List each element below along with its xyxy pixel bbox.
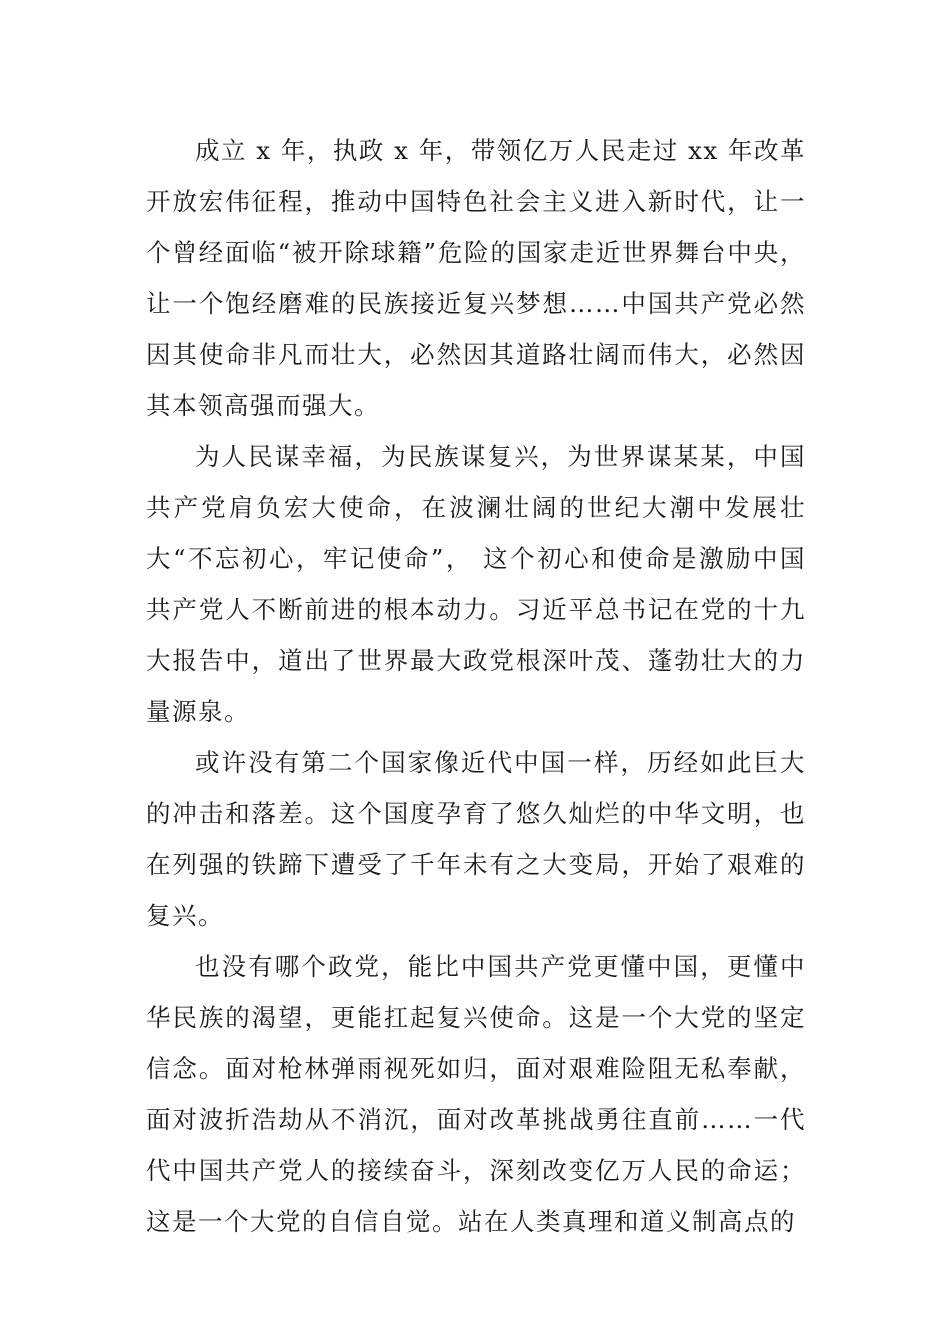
paragraph-2: 为人民谋幸福，为民族谋复兴，为世界谋某某，中国共产党肩负宏大使命，在波澜壮阔的世纪大潮中发展壮大“不忘初心，牢记使命”， 这个初心和使命是激励中国共产党人不断前进的根本动力。习近平总书记在党的十九大报告中，道出了世界最大政党根深叶茂、蓬勃壮大的力量源泉。 (146, 442, 806, 726)
paragraph-3: 或许没有第二个国家像近代中国一样，历经如此巨大的冲击和落差。这个国度孕育了悠久灿烂的中华文明，也在列强的铁蹄下遭受了千年未有之大变局，开始了艰难的复兴。 (146, 748, 806, 930)
paragraph-1: 成立 x 年，执政 x 年，带领亿万人民走过 xx 年改革开放宏伟征程，推动中国特色社会主义进入新时代，让一个曾经面临“被开除球籍”危险的国家走近世界舞台中央，让一个饱经磨难的民族接近复兴梦想……中国共产党必然因其使命非凡而壮大，必然因其道路壮阔而伟大，必然因其本领高强而强大。 (146, 136, 806, 420)
paragraph-4: 也没有哪个政党，能比中国共产党更懂中国，更懂中华民族的渴望，更能扛起复兴使命。这是一个大党的坚定信念。面对枪林弹雨视死如归，面对艰难险阻无私奉献，面对波折浩劫从不消沉，面对改革挑战勇往直前……一代代中国共产党人的接续奋斗，深刻改变亿万人民的命运；这是一个大党的自信自觉。站在人类真理和道义制高点的 (146, 952, 806, 1236)
document-body (146, 125, 806, 1247)
